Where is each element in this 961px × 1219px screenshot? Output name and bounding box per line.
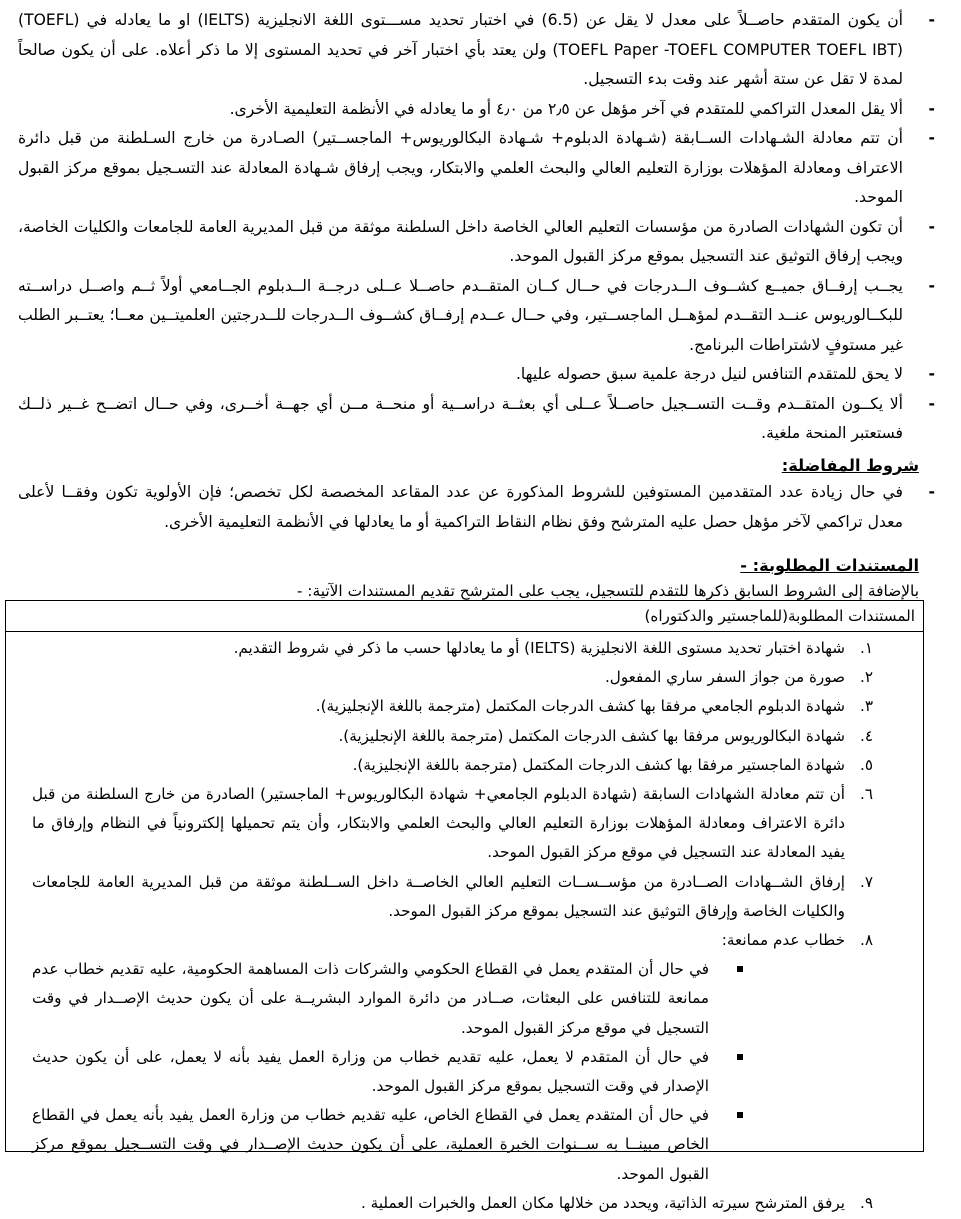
list-item [18,124,941,213]
requirement-text: يجــب إرفــاق جميــع كشــوف الــدرجات في حــال كــان المتقــدم حاصــلا عــلى درجــة الــدبلوم الجــامعي أولاً ثــم واصــل دراســته للبكــالوريوس عنــد التقــدم لمؤهــل الماجســتير، وفي حــال عــدم إرفــاق كشــوف الــدرجات للــدرجتين العلميتــين معــا؛ يعتــبر الطلب غير مستوفٍ لاشتراطات البرنامج. [18,276,903,354]
document-text: شهادة الدبلوم الجامعي مرفقا بها كشف الدرجات المكتمل (مترجمة باللغة الإنجليزية). [315,697,845,716]
no-objection-text: في حال أن المتقدم لا يعمل، عليه تقديم خطاب من وزارة العمل يفيد بأنه لا يعمل، على أن يكون حديث الإصدار في وقت التسجيل بموقع مركز القبول الموحد. [32,1047,709,1096]
document-item [6,663,923,692]
dash-marker: - [928,394,935,413]
document-item [6,751,923,780]
requirement-text: ألا يقل المعدل التراكمي للمتقدم في آخر مؤهل عن ٢٫٥ من ٤٫٠ أو ما يعادله في الأنظمة التعليمية الأخرى. [229,99,903,118]
dash-marker: - [928,365,935,383]
table-header: المستندات المطلوبة(للماجستير والدكتوراه) [6,601,923,632]
document-text: خطاب عدم ممانعة: [721,931,845,950]
list-item [6,955,923,1043]
documents-title: المستندات المطلوبة: - [740,556,919,575]
preference-list [18,478,941,537]
document-item [6,868,923,926]
document-text: شهادة البكالوريوس مرفقا بها كشف الدرجات المكتمل (مترجمة باللغة الإنجليزية). [338,726,845,745]
requirement-text: أن يكون المتقدم حاصــلاً على معدل لا يقل عن (6.5) في اختبار تحديد مســـتوى اللغة الانجليزية (IELTS) او ما يعادله في (TOEFL) (TOEFL Paper -TOEFL COMPUTER TOEFL IBT) ولن يعتد بأي اختبار آخر في تحديد المستوى إلا ما ذكر أعلاه. على أن يكون صالحاً لمدة لا تقل عن ستة أشهر عند وقت بدء التسجيل. [18,11,903,88]
document-text: أن تتم معادلة الشهادات السابقة (شهادة الدبلوم الجامعي+ شهادة البكالوريوس+ الماجستير) الصادرة من خارج السلطنة من قبل دائرة الاعتراف ومعادلة المؤهلات بوزارة التعليم العالي والبحث العلمي والابتكار، وأن يتم تحميلها إلكترونياً في النظام وإرفاق ما يفيد المعادلة عند التسجيل في موقع مركز القبول الموحد. [32,785,845,862]
document-text: صورة من جواز السفر ساري المفعول. [604,668,845,687]
document-text: إرفاق الشــهادات الصــادرة من مؤســســات التعليم العالي الخاصــة داخل الســلطنة موثقة من قبل المديرية العامة للجامعات والكليات الخاصة وإرفاق التوثيق عند التسجيل بموقع مركز القبول الموحد. [32,872,845,920]
documents-table [5,600,924,1212]
requirement-text: ألا يكــون المتقــدم وقــت التســجيل حاصــلاً عــلى أي بعثــة دراســية أو منحــة مــن أي جهــة أخــرى، وفي حــال اتضــح غــير ذلــك فستعتبر المنحة ملغية. [18,394,903,442]
item-number: ٧. [860,872,873,891]
document-text: شهادة اختبار تحديد مستوى اللغة الانجليزية (IELTS) أو ما يعادلها حسب ما ذكر في شروط التقديم. [233,639,845,657]
item-number: ٩. [860,1193,873,1212]
documents-intro: بالإضافة إلى الشروط السابق ذكرها للتقدم للتسجيل، يجب على المترشح تقديم المستندات الآتية: - [296,582,919,600]
dash-marker: - [928,217,935,236]
list-item [18,360,941,390]
document-item [6,1189,923,1218]
document-item [6,634,923,663]
dash-marker: - [928,99,935,118]
document-item [6,722,923,751]
list-item [18,213,941,272]
item-number: ٨. [860,931,873,950]
item-number: ١. [860,639,873,657]
requirement-text: أن تكون الشهادات الصادرة من مؤسسات التعليم العالي الخاصة داخل السلطنة موثقة من قبل المديرية العامة للجامعات والكليات الخاصة، ويجب إرفاق التوثيق عند التسجيل بموقع مركز القبول الموحد. [18,217,903,265]
requirement-text: لا يحق للمتقدم التنافس لنيل درجة علمية سبق حصوله عليها. [515,365,903,383]
dash-marker: - [928,11,935,29]
dash-marker: - [928,276,935,295]
document-item [6,780,923,868]
requirement-text: أن تتم معادلة الشـهادات الســابقة (شـهادة الدبلوم+ شـهادة البكالوريوس+ الماجســتير) الصـادرة من خارج السـلطنة من قبل دائرة الاعتراف ومعادلة المؤهلات بوزارة التعليم العالي والبحث العلمي والابتكار، ويجب إرفاق شـهادة المعادلة عند التسـجيل بموقع مركز القبول الموحد. [18,129,903,206]
item-number: ٣. [860,697,873,716]
document-item [6,926,923,955]
list-item [18,95,941,125]
square-bullet-icon [737,966,743,972]
list-item [6,1101,923,1189]
document-text: يرفق المترشح سيرته الذاتية، ويحدد من خلالها مكان العمل والخبرات العملية . [361,1193,845,1212]
dash-marker: - [928,483,935,501]
dash-marker: - [928,129,935,147]
item-number: ٢. [860,668,873,687]
item-number: ٦. [860,785,873,804]
document-item [6,692,923,721]
item-number: ٥. [860,755,873,774]
documents-list [6,632,923,955]
square-bullet-icon [737,1112,743,1118]
requirements-list [18,6,941,449]
preference-text: في حال زيادة عدد المتقدمين المستوفين للشروط المذكورة عن عدد المقاعد المخصصة لكل تخصص؛ فإن الأولوية تكون وفقــا لأعلى معدل تراكمي لآخر مؤهل حصل عليه المترشح وفق نظام النقاط التراكمية أو ما يعادلها في الأنظمة التعليمية الأخرى. [18,483,903,531]
no-objection-list [6,955,923,1189]
documents-list-tail [6,1189,923,1218]
no-objection-text: في حال أن المتقدم يعمل في القطاع الخاص، عليه تقديم خطاب من وزارة العمل يفيد بأنه يعمل في القطاع الخاص مبينــا به ســنوات الخبرة العملية، على أن يكون حديث الإصــدار في وقت التســجيل بموقع مركز القبول الموحد. [32,1106,709,1183]
no-objection-text: في حال أن المتقدم يعمل في القطاع الحكومي والشركات ذات المساهمة الحكومية، عليه تقديم خطاب عدم ممانعة للتنافس على البعثات، صــادر من دائرة الموارد البشريــة على أن يكون حديث الإصــدار في وقت التسجيل في موقع مركز القبول الموحد. [32,960,709,1037]
preference-title: شروط المفاضلة: [781,456,919,475]
list-item [18,390,941,449]
list-item [18,272,941,361]
list-item [6,1043,923,1101]
list-item [18,478,941,537]
item-number: ٤. [860,726,873,745]
square-bullet-icon [737,1054,743,1060]
list-item [18,6,941,95]
document-text: شهادة الماجستير مرفقا بها كشف الدرجات المكتمل (مترجمة باللغة الإنجليزية). [352,755,845,774]
